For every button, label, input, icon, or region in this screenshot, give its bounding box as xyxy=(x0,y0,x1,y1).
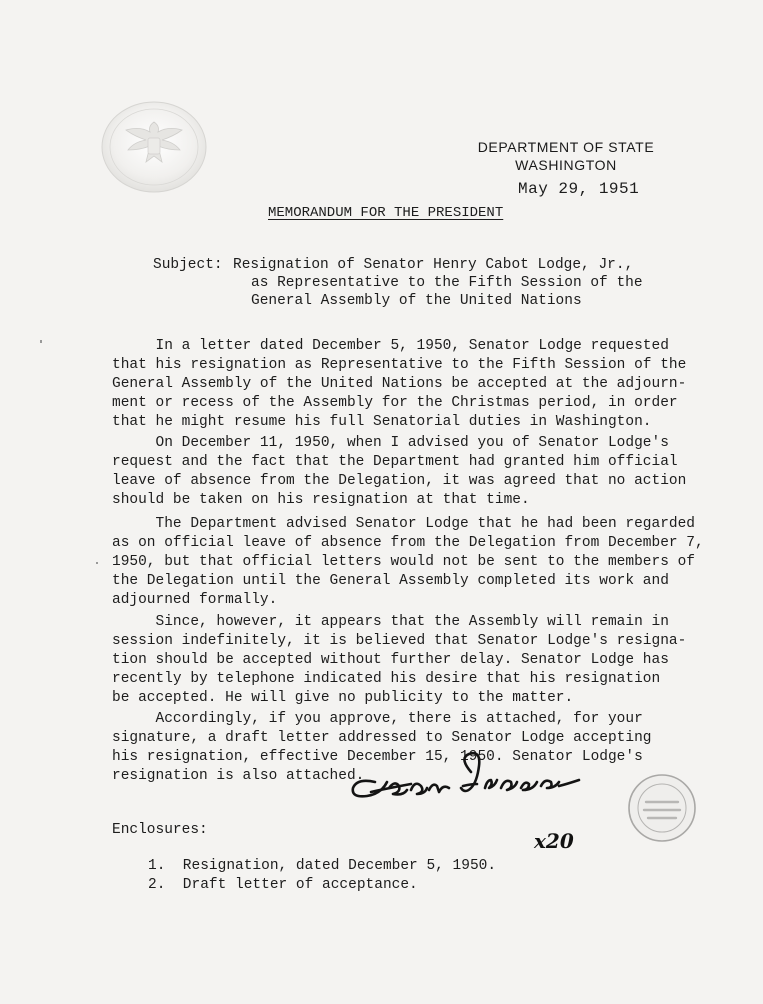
scan-speck xyxy=(40,340,42,343)
enclosure-item: 2. Draft letter of acceptance. xyxy=(148,877,418,893)
paragraph-line: tion should be accepted without further delay. Senator Lodge has xyxy=(112,652,669,668)
paragraph-line: Accordingly, if you approve, there is attached, for your xyxy=(112,711,643,727)
paragraph-line: that he might resume his full Senatorial duties in Washington. xyxy=(112,414,652,430)
paragraph-line: recently by telephone indicated his desire that his resignation xyxy=(112,671,661,687)
subject-line: as Representative to the Fifth Session of the xyxy=(251,275,643,291)
subject-line: Resignation of Senator Henry Cabot Lodge, Jr., xyxy=(233,257,634,273)
paragraph-line: On December 11, 1950, when I advised you of Senator Lodge's xyxy=(112,435,669,451)
paragraph-line: Since, however, it appears that the Assembly will remain in xyxy=(112,614,669,630)
paragraph-line: should be taken on his resignation at that time. xyxy=(112,492,530,508)
paragraph-line: his resignation, effective December 15, 1950. Senator Lodge's xyxy=(112,749,643,765)
subject-label: Subject: xyxy=(153,257,223,273)
paragraph-line: request and the fact that the Department had granted him official xyxy=(112,454,678,470)
scan-speck xyxy=(96,562,98,564)
subject-line: General Assembly of the United Nations xyxy=(251,293,582,309)
letterhead-city: WASHINGTON xyxy=(515,157,617,173)
paragraph-line: leave of absence from the Delegation, it was agreed that no action xyxy=(112,473,687,489)
enclosure-item: 1. Resignation, dated December 5, 1950. xyxy=(148,858,497,874)
state-department-seal-icon xyxy=(100,100,208,194)
memo-date: May 29, 1951 xyxy=(518,180,640,198)
signature-icon xyxy=(345,752,590,814)
paragraph-3 xyxy=(112,515,752,610)
paragraph-line: be accepted. He will give no publicity to the matter. xyxy=(112,690,574,706)
paragraph-line: General Assembly of the United Nations be accepted at the adjourn- xyxy=(112,376,687,392)
paragraph-line: session indefinitely, it is believed that Senator Lodge's resigna- xyxy=(112,633,687,649)
paragraph-line: In a letter dated December 5, 1950, Senator Lodge requested xyxy=(112,338,669,354)
paragraph-2 xyxy=(112,434,752,510)
paragraph-line: 1950, but that official letters would not be sent to the members of xyxy=(112,554,695,570)
paragraph-line: adjourned formally. xyxy=(112,592,278,608)
paragraph-line: The Department advised Senator Lodge that he had been regarded xyxy=(112,516,695,532)
letterhead-department: DEPARTMENT OF STATE xyxy=(477,139,655,155)
paragraph-line: that his resignation as Representative to the Fifth Session of the xyxy=(112,357,687,373)
paragraph-line: signature, a draft letter addressed to Senator Lodge accepting xyxy=(112,730,652,746)
memo-title: MEMORANDUM FOR THE PRESIDENT xyxy=(268,205,504,221)
paragraph-line: ment or recess of the Assembly for the Christmas period, in order xyxy=(112,395,678,411)
enclosures-label: Enclosures: xyxy=(112,822,208,838)
paragraph-4 xyxy=(112,613,752,708)
paragraph-line: as on official leave of absence from the Delegation from December 7, xyxy=(112,535,704,551)
paragraph-1 xyxy=(112,337,752,432)
handwritten-note: x20 xyxy=(534,829,574,853)
paragraph-line: the Delegation until the General Assembly completed its work and xyxy=(112,573,669,589)
letterhead xyxy=(456,138,676,174)
library-stamp-icon xyxy=(626,772,698,844)
paragraph-line: resignation is also attached. xyxy=(112,768,365,784)
